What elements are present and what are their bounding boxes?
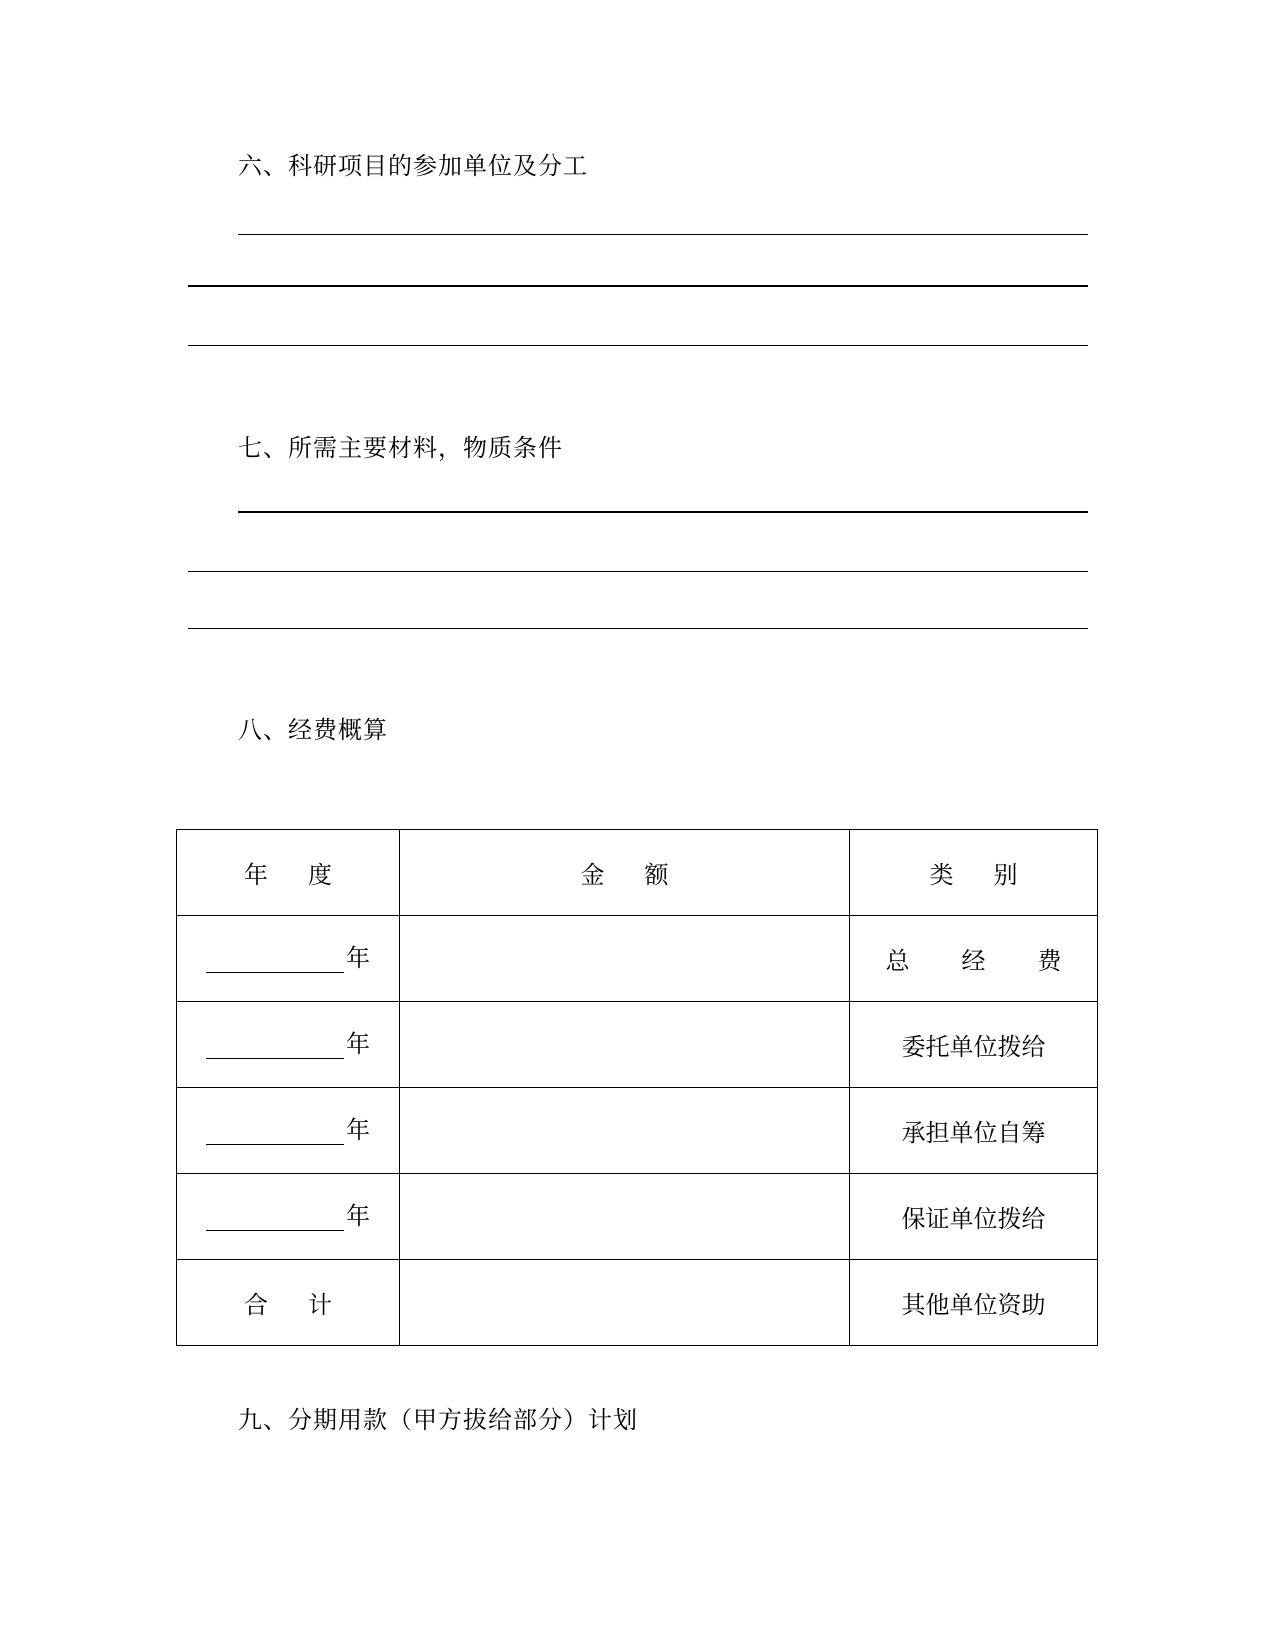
amount-cell[interactable] (400, 1002, 850, 1088)
year-blank[interactable] (206, 1122, 344, 1145)
year-cell[interactable]: 年 (177, 1174, 400, 1260)
amount-cell[interactable] (400, 1088, 850, 1174)
year-cell[interactable]: 年 (177, 1002, 400, 1088)
year-cell[interactable]: 年 (177, 916, 400, 1002)
category-cell: 其他单位资助 (850, 1260, 1098, 1346)
category-cell: 委托单位拨给 (850, 1002, 1098, 1088)
section-6-heading: 六、科研项目的参加单位及分工 (238, 152, 588, 180)
section-6-blank-line-2[interactable] (188, 285, 1088, 287)
section-7-blank-line-3[interactable] (188, 628, 1088, 629)
table-header-row (177, 830, 1098, 916)
year-blank[interactable] (206, 1036, 344, 1059)
section-7-blank-line-2[interactable] (188, 571, 1088, 572)
section-6-blank-line-1[interactable] (238, 234, 1088, 235)
category-cell: 承担单位自筹 (850, 1088, 1098, 1174)
total-amount-cell[interactable] (400, 1260, 850, 1346)
section-7-heading: 七、所需主要材料，物质条件 (238, 434, 563, 462)
section-6-blank-line-3[interactable] (188, 345, 1088, 346)
table-row-total (177, 1260, 1098, 1346)
header-year: 年度 (177, 830, 400, 916)
year-cell[interactable]: 年 (177, 1088, 400, 1174)
budget-table (176, 829, 1114, 1346)
table-row (177, 1174, 1098, 1260)
header-amount: 金额 (400, 830, 850, 916)
table-row (177, 1002, 1098, 1088)
category-cell: 保证单位拨给 (850, 1174, 1098, 1260)
section-9-heading: 九、分期用款（甲方拔给部分）计划 (238, 1406, 638, 1434)
table-row (177, 1088, 1098, 1174)
year-blank[interactable] (206, 950, 344, 973)
category-cell: 总经费 (850, 916, 1098, 1002)
section-7-blank-line-1[interactable] (238, 511, 1088, 513)
year-blank[interactable] (206, 1208, 344, 1231)
table-row (177, 916, 1098, 1002)
amount-cell[interactable] (400, 916, 850, 1002)
total-label-cell: 合计 (177, 1260, 400, 1346)
amount-cell[interactable] (400, 1174, 850, 1260)
header-category: 类别 (850, 830, 1098, 916)
section-8-heading: 八、经费概算 (238, 716, 388, 744)
